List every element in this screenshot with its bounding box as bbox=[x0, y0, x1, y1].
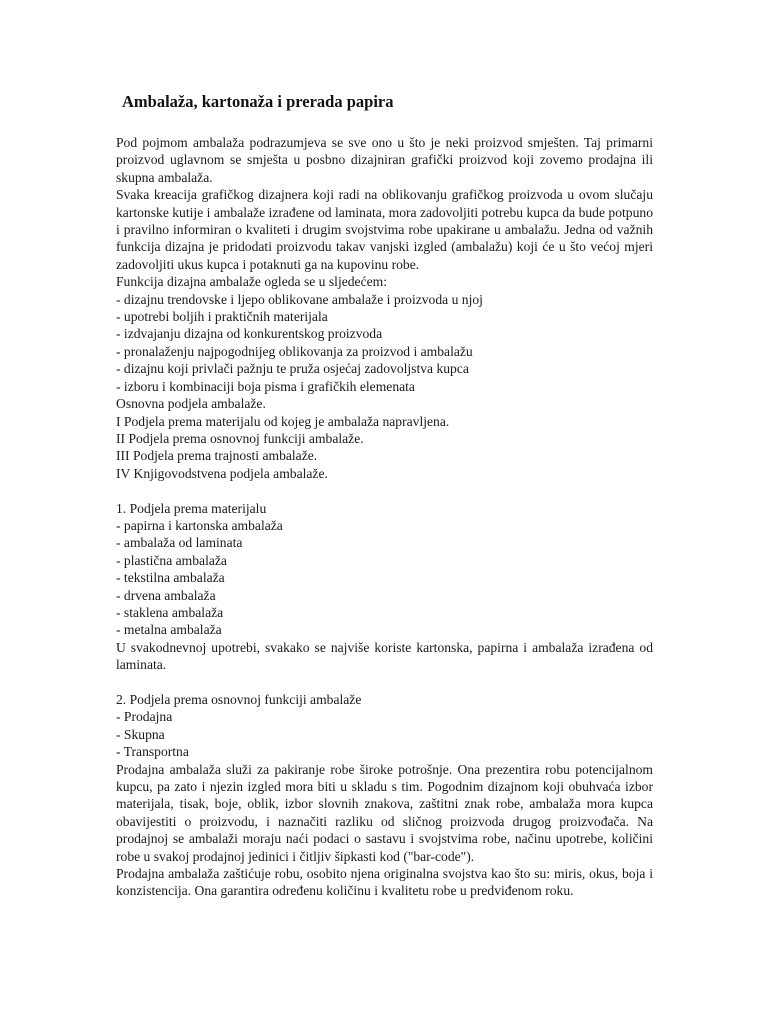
division-list-item: I Podjela prema materijalu od kojeg je ambalaža napravljena. bbox=[116, 413, 450, 429]
section2-heading: 2. Podjela prema osnovnoj funkciji ambalaže bbox=[116, 691, 362, 707]
division-list-item: III Podjela prema trajnosti ambalaže. bbox=[116, 448, 318, 464]
material-list-item: - staklena ambalaža bbox=[116, 604, 224, 620]
division-list-item: IV Knjigovodstvena podjela ambalaže. bbox=[116, 465, 328, 481]
document-page bbox=[116, 92, 653, 900]
intro-paragraph-1: Pod pojmom ambalaža podrazumjeva se sve ono u što je neki proizvod smješten. Taj primarni proizvod uglavnom se smješta u posbno dizajniran grafički proizvod koji zovemo prodajna ili skupna ambalaža. bbox=[116, 135, 653, 185]
function-type-item: - Prodajna bbox=[116, 709, 173, 725]
intro-paragraph-2: Svaka kreacija grafičkog dizajnera koji radi na oblikovanju grafičkog proizvoda u ovom slučaju kartonske kutije i ambalaže izrađene od laminata, mora zadovoljiti potrebu kupca da bude potpuno i pravilno informiran o kvaliteti i drugim svojstvima robe upakirane u ambalažu. Jedna od važnih funkcija dizajna je pridodati proizvodu takav vanjski izgled (ambalažu) koji će u što većoj mjeri zadovoljiti ukus kupca i potaknuti ga na kupovinu robe. bbox=[116, 187, 653, 272]
material-list-item: - drvena ambalaža bbox=[116, 587, 216, 603]
function-list-item: - pronalaženju najpogodnijeg oblikovanja za proizvod i ambalažu bbox=[116, 343, 473, 359]
function-list-item: - izdvajanju dizajna od konkurentskog proizvoda bbox=[116, 326, 383, 342]
section2-paragraph-1: Prodajna ambalaža služi za pakiranje robe široke potrošnje. Ona prezentira robu potencijalnom kupcu, pa zato i njezin izgled mora biti u skladu s tim. Pogodnim dizajnom koji obuhvaća izbor materijala, tisak, boje, oblik, izbor slovnih znakova, zaštitni znak robe, ambalaža mora kupca obavijestiti o proizvodu, i naznačiti razliku od sličnog proizvoda drugog proizvođača. Na prodajnoj se ambalaži moraju naći podaci o sastavu i svojstvima robe, načinu upotrebe, količini robe u svakoj prodajnoj jedinici i čitljiv šipkasti kod ("bar-code"). bbox=[116, 761, 653, 864]
function-heading: Funkcija dizajna ambalaže ogleda se u sljedećem: bbox=[116, 274, 388, 290]
section1-heading: 1. Podjela prema materijalu bbox=[116, 500, 267, 516]
function-type-item: - Skupna bbox=[116, 726, 165, 742]
document-body bbox=[116, 134, 653, 900]
function-list-item: - upotrebi boljih i praktičnih materijala bbox=[116, 309, 328, 325]
material-list-item: - ambalaža od laminata bbox=[116, 535, 243, 551]
function-list-item: - dizajnu trendovske i ljepo oblikovane ambalaže i proizvoda u njoj bbox=[116, 291, 483, 307]
section1-note: U svakodnevnoj upotrebi, svakako se najviše koriste kartonska, papirna i ambalaža izrađena od laminata. bbox=[116, 639, 653, 673]
function-type-item: - Transportna bbox=[116, 744, 189, 760]
division-heading: Osnovna podjela ambalaže. bbox=[116, 396, 266, 412]
section2-paragraph-2: Prodajna ambalaža zaštićuje robu, osobito njena originalna svojstva kao što su: miris, okus, boja i konzistencija. Ona garantira određenu količinu i kvalitetu robe u predviđenom roku. bbox=[116, 866, 653, 899]
function-list-item: - dizajnu koji privlači pažnju te pruža osjećaj zadovoljstva kupca bbox=[116, 361, 469, 377]
material-list-item: - metalna ambalaža bbox=[116, 622, 222, 638]
material-list-item: - tekstilna ambalaža bbox=[116, 570, 225, 586]
material-list-item: - papirna i kartonska ambalaža bbox=[116, 517, 283, 533]
division-list-item: II Podjela prema osnovnoj funkciji ambalaže. bbox=[116, 430, 364, 446]
function-list-item: - izboru i kombinaciji boja pisma i grafičkih elemenata bbox=[116, 378, 415, 394]
material-list-item: - plastična ambalaža bbox=[116, 552, 227, 568]
paragraph-gap bbox=[116, 482, 653, 499]
document-title: Ambalaža, kartonaža i prerada papira bbox=[122, 92, 394, 111]
paragraph-gap bbox=[116, 674, 653, 691]
